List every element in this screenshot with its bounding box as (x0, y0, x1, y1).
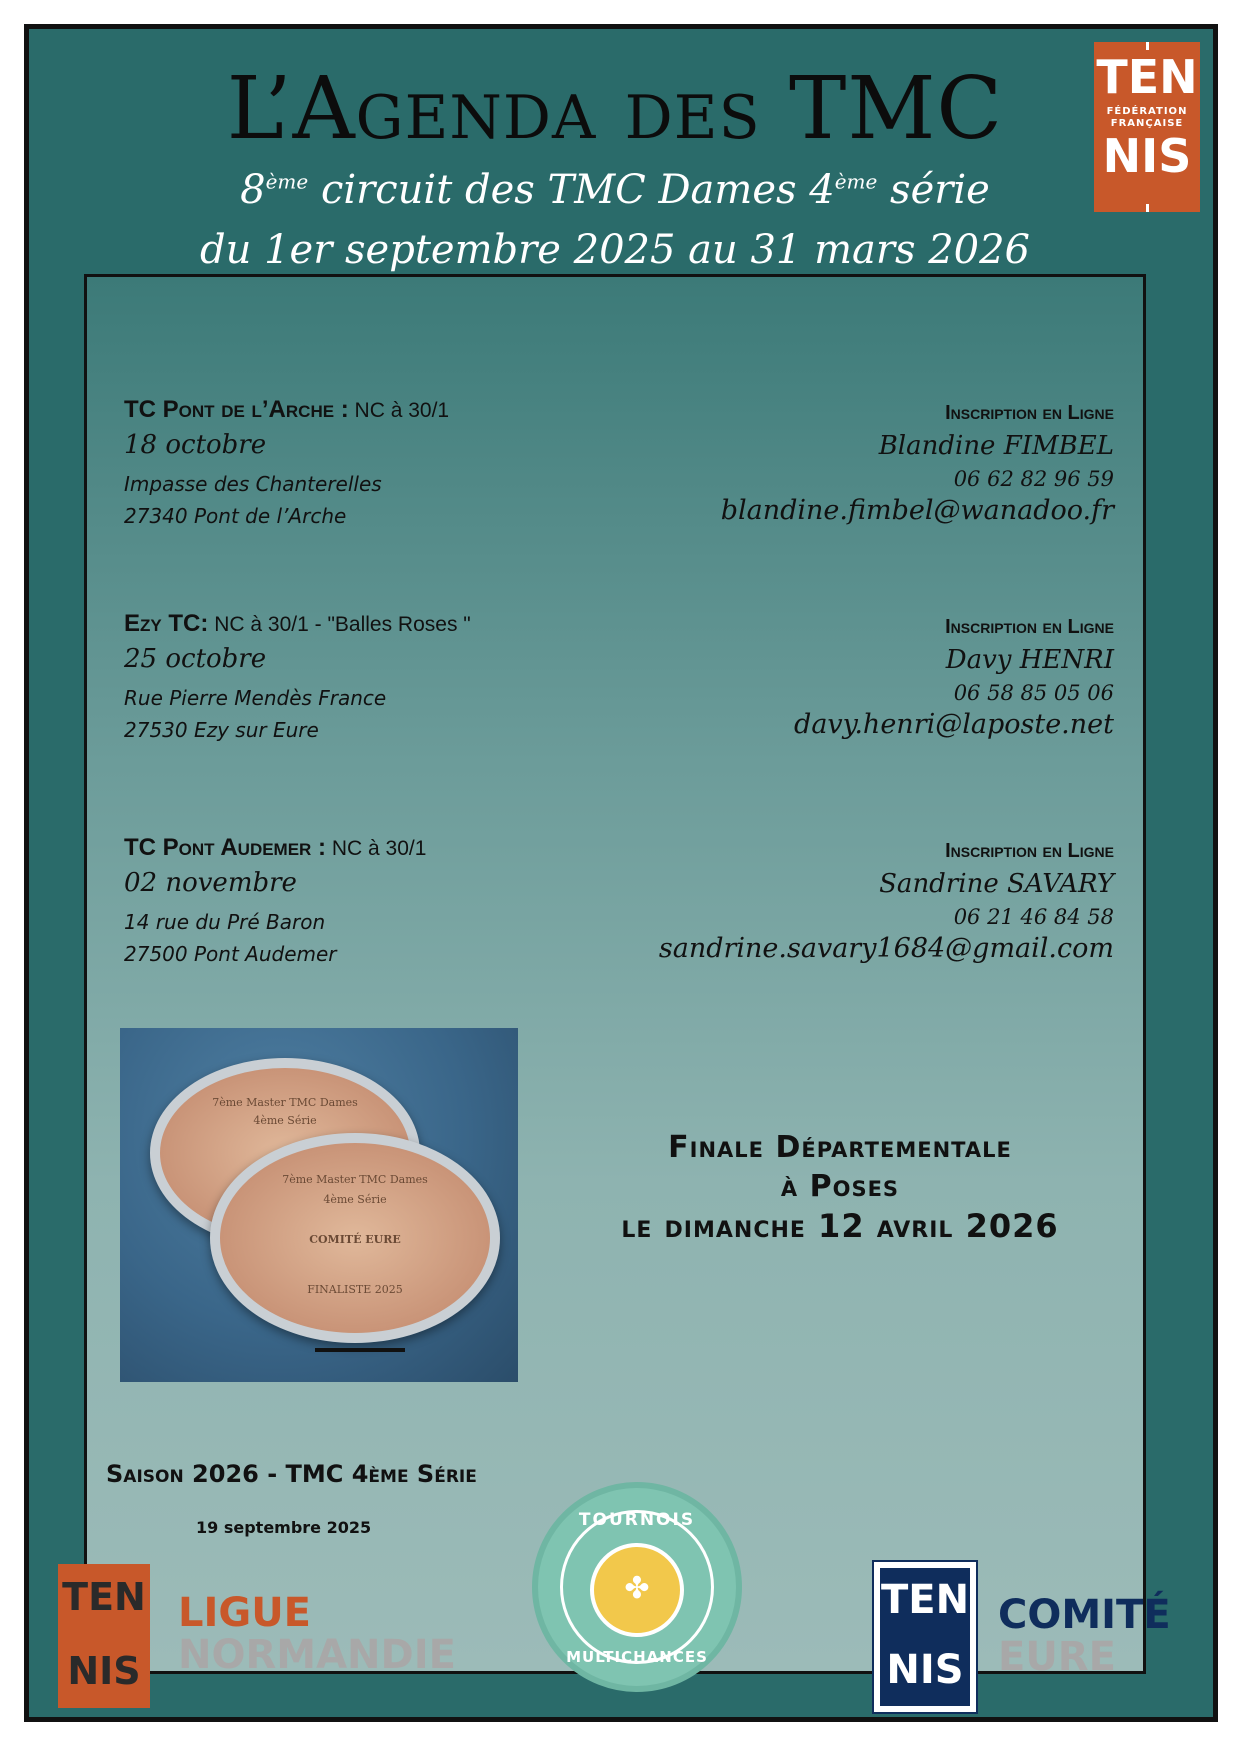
tray-engraving: 4ème Série (323, 1193, 387, 1206)
address-line: 27530 Ezy sur Eure (124, 718, 319, 742)
publication-date: 19 septembre 2025 (196, 1518, 372, 1537)
inscription-label: Inscription en Ligne (945, 840, 1114, 862)
club-category: NC à 30/1 - "Balles Roses " (208, 613, 471, 636)
contact-email[interactable]: blandine.fimbel@wanadoo.fr (720, 495, 1114, 526)
ligue-line: NORMANDIE (178, 1632, 456, 1678)
contact-name: Sandrine SAVARY (879, 869, 1114, 899)
fft-logo-federation: FÉDÉRATION FRANÇAISE (1106, 106, 1188, 129)
circuit-subtitle (150, 168, 1080, 212)
address-line: 14 rue du Pré Baron (124, 910, 326, 934)
tray-engraving: 7ème Master TMC Dames (282, 1173, 428, 1186)
finale-announcement (560, 1128, 1120, 1248)
comite-logo-ten: TEN (880, 1577, 970, 1623)
tennis-ball-icon (590, 1543, 684, 1637)
trophy-tray (210, 1133, 500, 1343)
contact-phone: 06 21 46 84 58 (953, 905, 1114, 929)
tray-engraving: 7ème Master TMC Dames (212, 1096, 358, 1109)
tray-stand (315, 1348, 405, 1366)
contact-phone: 06 58 85 05 06 (953, 681, 1114, 705)
ligue-line: LIGUE (178, 1590, 312, 1636)
fft-logo-nis: NIS (1102, 129, 1192, 183)
comite-logo-nis: NIS (886, 1647, 964, 1693)
tray-engraving: FINALISTE 2025 (307, 1283, 403, 1296)
address-line: Rue Pierre Mendès France (124, 686, 387, 710)
ligue-tennis-logo (58, 1564, 150, 1708)
address-line: 27340 Pont de l’Arche (124, 504, 347, 528)
ligue-logo-ten: TEN (62, 1575, 146, 1619)
circuit-ordinal-suffix: ème (265, 169, 309, 194)
club-title: Ezy TC: (124, 610, 209, 637)
club-title: TC Pont Audemer : (124, 834, 326, 861)
page-title: L’Agenda des TMC (226, 59, 1004, 159)
club-date: 02 novembre (124, 868, 297, 898)
finale-title: Finale Départementale (668, 1130, 1012, 1165)
serie-text: série (877, 167, 990, 213)
comite-eure-wordmark (998, 1594, 1171, 1678)
badge-top-text: TOURNOIS (578, 1510, 696, 1530)
ligue-normandie-wordmark (178, 1592, 456, 1676)
contact-email[interactable]: davy.henri@laposte.net (794, 709, 1114, 740)
tray-engraving: 4ème Série (253, 1114, 317, 1127)
club-title: TC Pont de l’Arche : (124, 396, 349, 423)
serie-suffix: ème (834, 169, 878, 194)
club-contact (554, 616, 1114, 740)
contact-email[interactable]: sandrine.savary1684@gmail.com (658, 933, 1114, 964)
club-date: 18 octobre (124, 430, 267, 460)
address-line: 27500 Pont Audemer (124, 942, 337, 966)
fft-tennis-logo (1094, 42, 1200, 212)
tray-engraving: COMITÉ EURE (309, 1233, 401, 1246)
comite-line: EURE (998, 1634, 1116, 1680)
inscription-label: Inscription en Ligne (945, 616, 1114, 638)
serie-num: 4 (809, 167, 835, 213)
club-date: 25 octobre (124, 644, 267, 674)
contact-phone: 06 62 82 96 59 (953, 467, 1114, 491)
ligue-logo-nis: NIS (67, 1649, 141, 1693)
contact-name: Blandine FIMBEL (878, 431, 1114, 461)
badge-bottom-text: MULTICHANCES (566, 1648, 708, 1666)
address-line: Impasse des Chanterelles (124, 472, 382, 496)
comite-line: COMITÉ (998, 1592, 1171, 1638)
season-label: Saison 2026 - TMC 4ème Série (106, 1460, 477, 1488)
finale-location: à Poses (780, 1169, 900, 1204)
finale-date: le dimanche 12 avril 2026 (621, 1207, 1059, 1245)
club-category: NC à 30/1 (326, 837, 427, 860)
clover-icon: ✤ (624, 1571, 650, 1606)
club-contact (554, 840, 1114, 964)
club-category: NC à 30/1 (348, 399, 450, 422)
club-contact (554, 402, 1114, 526)
circuit-ordinal: 8 (240, 167, 266, 213)
tournois-multichances-badge (532, 1482, 742, 1692)
logo-divider (1146, 42, 1149, 50)
logo-divider (1146, 204, 1149, 212)
fft-logo-ten: TEN (1096, 50, 1198, 104)
comite-tennis-logo (874, 1562, 976, 1712)
period-subtitle: du 1er septembre 2025 au 31 mars 2026 (199, 227, 1031, 273)
trophy-photo (120, 1028, 518, 1382)
circuit-text: circuit des TMC Dames (308, 167, 810, 213)
inscription-label: Inscription en Ligne (945, 402, 1114, 424)
contact-name: Davy HENRI (945, 645, 1114, 675)
